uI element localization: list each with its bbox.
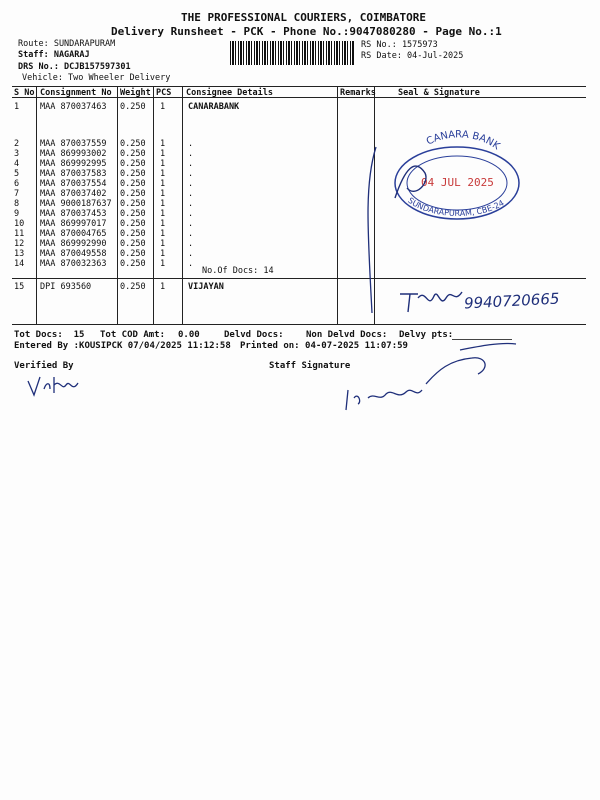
handwritten-phone: 9940720665 xyxy=(463,289,560,313)
row-consignee: . xyxy=(188,139,194,149)
svg-text:SUNDARAPURAM, CBE-24 xyxy=(406,196,505,218)
rs-date: RS Date: 04-Jul-2025 xyxy=(361,51,464,61)
header-seal-signature: Seal & Signature xyxy=(398,88,480,98)
printed-on: Printed on: 04-07-2025 11:07:59 xyxy=(240,341,408,351)
row-sno: 1 xyxy=(14,102,20,112)
row-consignment-no: DPI 693560 xyxy=(40,282,92,292)
receiver-signature xyxy=(396,286,466,316)
row-consignment-no: MAA 869992995 xyxy=(40,159,107,169)
row-weight: 0.250 xyxy=(120,209,146,219)
barcode-image xyxy=(230,41,354,65)
row-consignee: . xyxy=(188,189,194,199)
row-weight: 0.250 xyxy=(120,219,146,229)
header-remarks: Remarks xyxy=(340,88,376,98)
row-consignment-no: MAA 870037463 xyxy=(40,102,107,112)
row-pcs: 1 xyxy=(160,179,166,189)
row-weight: 0.250 xyxy=(120,159,146,169)
row-weight: 0.250 xyxy=(120,199,146,209)
total-docs: Tot Docs: 15 xyxy=(14,330,85,340)
row-weight: 0.250 xyxy=(120,139,146,149)
row-consignment-no: MAA 870004765 xyxy=(40,229,107,239)
table-top-border xyxy=(12,86,586,87)
row-weight: 0.250 xyxy=(120,239,146,249)
header-sno: S No xyxy=(14,88,35,98)
total-cod-label: Tot COD Amt: xyxy=(100,330,166,340)
row-consignee: . xyxy=(188,259,194,269)
row-consignee: . xyxy=(188,159,194,169)
row-sno: 5 xyxy=(14,169,20,179)
vehicle-label: Vehicle: Two Wheeler Delivery xyxy=(22,73,171,83)
row-weight: 0.250 xyxy=(120,189,146,199)
staff-signature xyxy=(340,340,520,415)
col-divider xyxy=(153,86,154,324)
col-divider xyxy=(182,86,183,324)
row-pcs: 1 xyxy=(160,159,166,169)
staff-label: Staff: NAGARAJ xyxy=(18,50,90,60)
row-pcs: 1 xyxy=(160,282,166,292)
row-weight: 0.250 xyxy=(120,259,146,269)
col-divider xyxy=(337,86,338,324)
row-weight: 0.250 xyxy=(120,169,146,179)
row-sno: 10 xyxy=(14,219,25,229)
non-delivered-docs: Non Delvd Docs: xyxy=(306,330,388,340)
header-consignee: Consignee Details xyxy=(186,88,273,98)
row-sno: 15 xyxy=(14,282,25,292)
row-sno: 9 xyxy=(14,209,20,219)
drs-number: DRS No.: DCJB157597301 xyxy=(18,62,131,72)
row-pcs: 1 xyxy=(160,102,166,112)
row-sno: 2 xyxy=(14,139,20,149)
verified-by-label: Verified By xyxy=(14,361,74,371)
row-sno: 11 xyxy=(14,229,25,239)
row-consignee: . xyxy=(188,179,194,189)
row-pcs: 1 xyxy=(160,239,166,249)
table-bottom-border xyxy=(12,324,586,325)
stamp-bank-name: CANARA BANK xyxy=(424,129,502,153)
row-pcs: 1 xyxy=(160,229,166,239)
row-consignment-no: MAA 870037559 xyxy=(40,139,107,149)
row-consignee: . xyxy=(188,149,194,159)
row-consignee: . xyxy=(188,199,194,209)
row-sno: 7 xyxy=(14,189,20,199)
row-pcs: 1 xyxy=(160,189,166,199)
header-pcs: PCS xyxy=(156,88,172,98)
row-pcs: 1 xyxy=(160,139,166,149)
col-divider xyxy=(117,86,118,324)
row-pcs: 1 xyxy=(160,209,166,219)
row-pcs: 1 xyxy=(160,169,166,179)
row-consignment-no: MAA 869993002 xyxy=(40,149,107,159)
col-divider xyxy=(36,86,37,324)
entered-by: Entered By :KOUSIPCK 07/04/2025 11:12:58 xyxy=(14,341,231,351)
row-consignment-no: MAA 870037453 xyxy=(40,209,107,219)
row-weight: 0.250 xyxy=(120,102,146,112)
row-sno: 14 xyxy=(14,259,25,269)
header-weight: Weight xyxy=(120,88,151,98)
runsheet-subtitle: Delivery Runsheet - PCK - Phone No.:9047080280 - Page No.:1 xyxy=(111,25,502,38)
pen-stroke-bracket xyxy=(362,145,382,315)
row-consignment-no: MAA 870037583 xyxy=(40,169,107,179)
row-weight: 0.250 xyxy=(120,179,146,189)
row-weight: 0.250 xyxy=(120,149,146,159)
row-sno: 6 xyxy=(14,179,20,189)
row-weight: 0.250 xyxy=(120,249,146,259)
no-of-docs: No.Of Docs: 14 xyxy=(202,266,274,276)
row-sno: 8 xyxy=(14,199,20,209)
verifier-signature xyxy=(26,371,86,399)
route-label: Route: SUNDARAPURAM xyxy=(18,39,116,49)
row-consignee: . xyxy=(188,249,194,259)
row-consignment-no: MAA 869997017 xyxy=(40,219,107,229)
stamp-date: 04 JUL 2025 xyxy=(421,176,494,189)
table-group-divider xyxy=(12,278,586,279)
row-consignee: . xyxy=(188,209,194,219)
row-consignment-no: MAA 870037402 xyxy=(40,189,107,199)
header-consignment: Consignment No xyxy=(40,88,112,98)
total-cod-value: 0.00 xyxy=(178,330,200,340)
row-pcs: 1 xyxy=(160,219,166,229)
delivered-docs: Delvd Docs: xyxy=(224,330,284,340)
row-weight: 0.250 xyxy=(120,282,146,292)
row-consignee: . xyxy=(188,169,194,179)
staff-signature-label: Staff Signature xyxy=(269,361,351,371)
row-consignee: . xyxy=(188,239,194,249)
stamp-branch: SUNDARAPURAM, CBE-24 xyxy=(406,195,506,218)
row-weight: 0.250 xyxy=(120,229,146,239)
row-consignment-no: MAA 9000187637 xyxy=(40,199,112,209)
rs-number: RS No.: 1575973 xyxy=(361,40,438,50)
company-title: THE PROFESSIONAL COURIERS, COIMBATORE xyxy=(181,11,427,24)
row-consignment-no: MAA 869992990 xyxy=(40,239,107,249)
bank-stamp xyxy=(385,128,525,228)
row-sno: 13 xyxy=(14,249,25,259)
row-pcs: 1 xyxy=(160,199,166,209)
delivery-points: Delvy pts: xyxy=(399,330,454,340)
row-consignee: CANARABANK xyxy=(188,102,240,112)
row-pcs: 1 xyxy=(160,249,166,259)
row-pcs: 1 xyxy=(160,259,166,269)
row-consignment-no: MAA 870037554 xyxy=(40,179,107,189)
row-sno: 4 xyxy=(14,159,20,169)
row-consignee: VIJAYAN xyxy=(188,282,224,292)
row-sno: 12 xyxy=(14,239,25,249)
row-consignee: . xyxy=(188,229,194,239)
row-consignment-no: MAA 870049558 xyxy=(40,249,107,259)
row-consignment-no: MAA 870032363 xyxy=(40,259,107,269)
row-sno: 3 xyxy=(14,149,20,159)
row-pcs: 1 xyxy=(160,149,166,159)
row-consignee: . xyxy=(188,219,194,229)
